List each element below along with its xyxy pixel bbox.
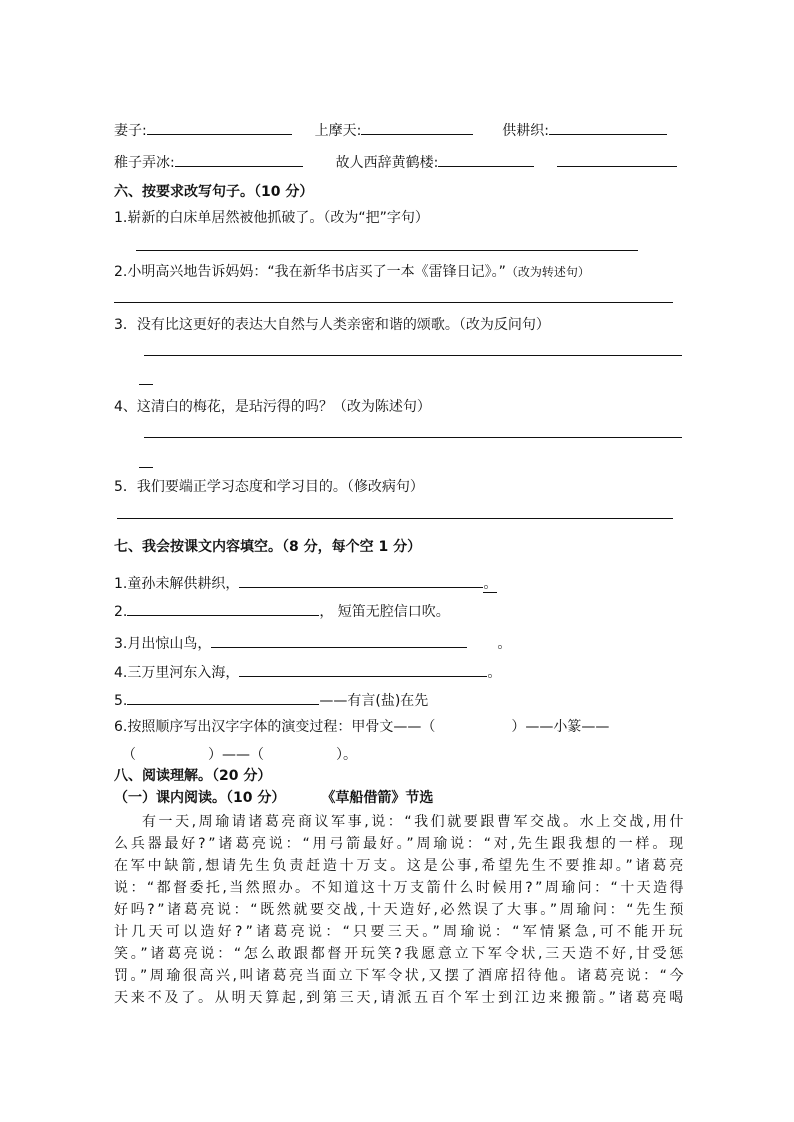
- question-text: ）——（: [208, 747, 264, 763]
- question-text: ， 短笛无腔信口吹。: [319, 604, 450, 620]
- answer-blank[interactable]: [127, 601, 319, 616]
- question-note: （改为转述句）: [505, 265, 590, 279]
- section-7-title: 七、我会按课文内容填空。（8 分，每个空 1 分）: [114, 539, 422, 555]
- answer-line[interactable]: [144, 355, 682, 356]
- answer-blank[interactable]: [361, 120, 473, 135]
- question-end: 。: [483, 576, 498, 592]
- section-6-question-4: 4、这清白的梅花，是玷污得的吗？（改为陈述句）: [114, 399, 431, 415]
- answer-blank[interactable]: [239, 662, 487, 677]
- section-7-question-4: [114, 662, 501, 682]
- section-8-title: 八、阅读理解。（20 分）: [114, 768, 272, 784]
- section-7-question-3: [114, 633, 511, 653]
- answer-blank[interactable]: [127, 690, 319, 705]
- section-6-question-3: 3．没有比这更好的表达大自然与人类亲密和谐的颂歌。（改为反问句）: [114, 317, 550, 333]
- question-text: （: [122, 747, 136, 763]
- question-number: 2.: [114, 604, 128, 620]
- passage-title: 《草船借箭》节选: [321, 790, 434, 806]
- passage-line: 好吗?”诸葛亮说：“既然就要交战,十天造好,必然误了大事。”周瑜问：“先生预: [114, 902, 686, 918]
- vocab-label: 稚子弄冰:: [114, 155, 175, 171]
- section-6-question-2: [114, 263, 590, 281]
- passage-line: 有一天,周瑜请诸葛亮商议军事,说：“我们就要跟曹军交战。水上交战,用什: [142, 814, 686, 830]
- passage-line: 天来不及了。从明天算起,到第三天,请派五百个军士到江边来搬箭。”诸葛亮喝: [114, 990, 686, 1006]
- question-number: 5.: [114, 693, 128, 709]
- passage-line: 说：“都督委托,当然照办。不知道这十万支箭什么时候用?”周瑜问：“十天造得: [114, 880, 686, 896]
- question-text: 2.小明高兴地告诉妈妈：“我在新华书店买了一本《雷锋日记》。”: [114, 264, 506, 280]
- answer-blank[interactable]: [239, 573, 483, 588]
- question-text: 3.月出惊山鸟，: [114, 636, 212, 652]
- answer-line-tail[interactable]: [139, 384, 153, 385]
- passage-line: 计几天可以造好?”诸葛亮说：“只要三天。”周瑜说：“军情紧急,可不能开玩: [114, 924, 686, 940]
- section-7-question-1: [114, 573, 497, 593]
- answer-line[interactable]: [114, 302, 673, 303]
- sub-title: （一）课内阅读。（10 分）: [114, 790, 286, 806]
- answer-blank[interactable]: [549, 120, 667, 135]
- answer-blank[interactable]: [438, 152, 534, 167]
- passage-line: 笑。”诸葛亮说：“怎么敢跟都督开玩笑?我愿意立下军令状,三天造不好,甘受惩: [114, 946, 686, 962]
- vocab-row-2: [114, 152, 677, 172]
- question-text: ）——小篆——: [511, 719, 610, 735]
- question-end: 。: [487, 665, 502, 681]
- question-text: 6.按照顺序写出汉字字体的演变过程：甲骨文——（: [114, 719, 436, 735]
- vocab-label: 妻子:: [114, 123, 147, 139]
- vocab-label: 供耕织:: [502, 123, 549, 139]
- answer-line[interactable]: [117, 518, 673, 519]
- section-7-question-5: [114, 690, 428, 710]
- question-end: 。: [497, 636, 512, 652]
- answer-blank[interactable]: [557, 152, 677, 167]
- answer-blank[interactable]: [211, 633, 467, 648]
- section-7-question-6: [114, 718, 609, 736]
- answer-blank[interactable]: [175, 152, 303, 167]
- question-text: ——有言(盐)在先: [319, 693, 429, 709]
- vocab-row-1: [114, 120, 667, 140]
- question-text: ）。: [336, 747, 357, 763]
- answer-blank[interactable]: [147, 120, 292, 135]
- section-6-question-1: 1.崭新的白床单居然被他抓破了。（改为“把”字句）: [114, 210, 429, 226]
- section-6-question-5: 5．我们要端正学习态度和学习目的。（修改病句）: [114, 479, 424, 495]
- passage-line: 么兵器最好?”诸葛亮说：“用弓箭最好。”周瑜说：“对,先生跟我想的一样。现: [114, 836, 686, 852]
- vocab-label: 上摩天:: [314, 123, 362, 139]
- section-6-title: 六、按要求改写句子。（10 分）: [114, 184, 314, 200]
- passage-line: 在军中缺箭,想请先生负责赶造十万支。这是公事,希望先生不要推却。”诸葛亮: [114, 858, 686, 874]
- section-8-subtitle: [114, 789, 433, 807]
- answer-line[interactable]: [144, 437, 682, 438]
- answer-line[interactable]: [136, 250, 638, 251]
- vocab-label: 故人西辞黄鹤楼:: [335, 155, 439, 171]
- question-text: 4.三万里河东入海，: [114, 665, 240, 681]
- passage-line: 罚。”周瑜很高兴,叫诸葛亮当面立下军令状,又摆了酒席招待他。诸葛亮说：“今: [114, 968, 686, 984]
- section-7-question-2: [114, 601, 450, 621]
- answer-line-tail[interactable]: [139, 467, 153, 468]
- question-text: 1.童孙未解供耕织，: [114, 576, 240, 592]
- section-7-question-6-cont: [122, 746, 357, 764]
